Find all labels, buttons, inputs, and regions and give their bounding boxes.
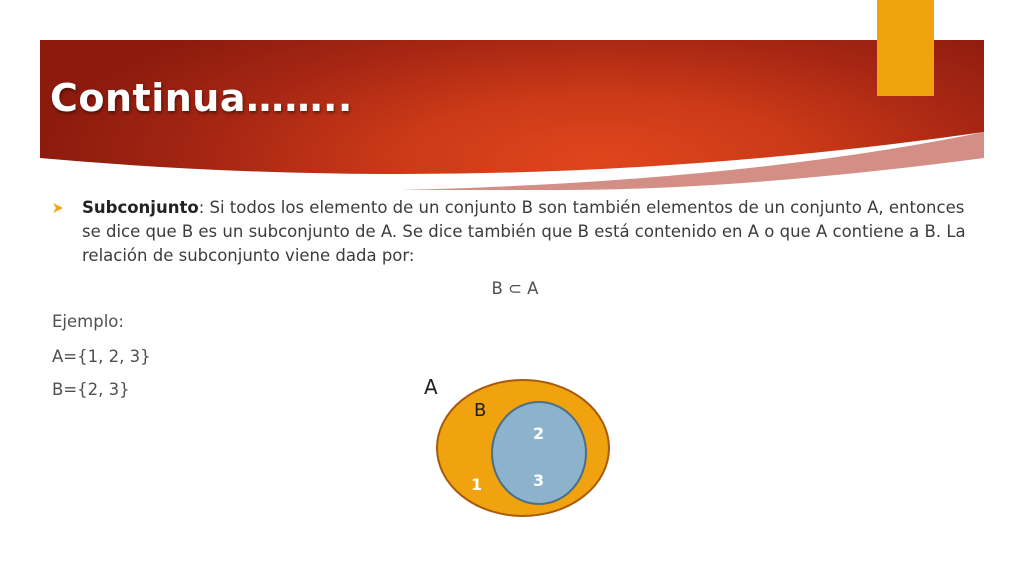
arrow-bullet-icon — [52, 202, 64, 214]
definition-term: Subconjunto — [82, 198, 199, 217]
element-3: 3 — [533, 471, 545, 490]
definition-bullet — [52, 196, 987, 268]
definition-text — [82, 196, 987, 268]
venn-diagram — [415, 372, 625, 522]
set-b: B={2, 3} — [52, 380, 130, 399]
example-label: Ejemplo: — [52, 312, 124, 331]
page-title: Continua…….. — [50, 76, 353, 120]
accent-tab — [877, 0, 934, 96]
subset-formula: B ⊂ A — [491, 279, 539, 298]
element-1: 1 — [471, 475, 483, 494]
element-2: 2 — [533, 424, 545, 443]
set-a: A={1, 2, 3} — [52, 347, 151, 366]
set-a-label: A — [424, 375, 438, 399]
definition-body: : Si todos los elemento de un conjunto B son también elementos de un conjunto A, entonces se dice que B es un subconjunto de A. Se dice también que B está contenido en A o que A contiene a B. La relación de subconjunto viene dada por: — [82, 198, 966, 265]
set-b-label: B — [474, 400, 487, 421]
venn-shapes — [415, 372, 625, 522]
